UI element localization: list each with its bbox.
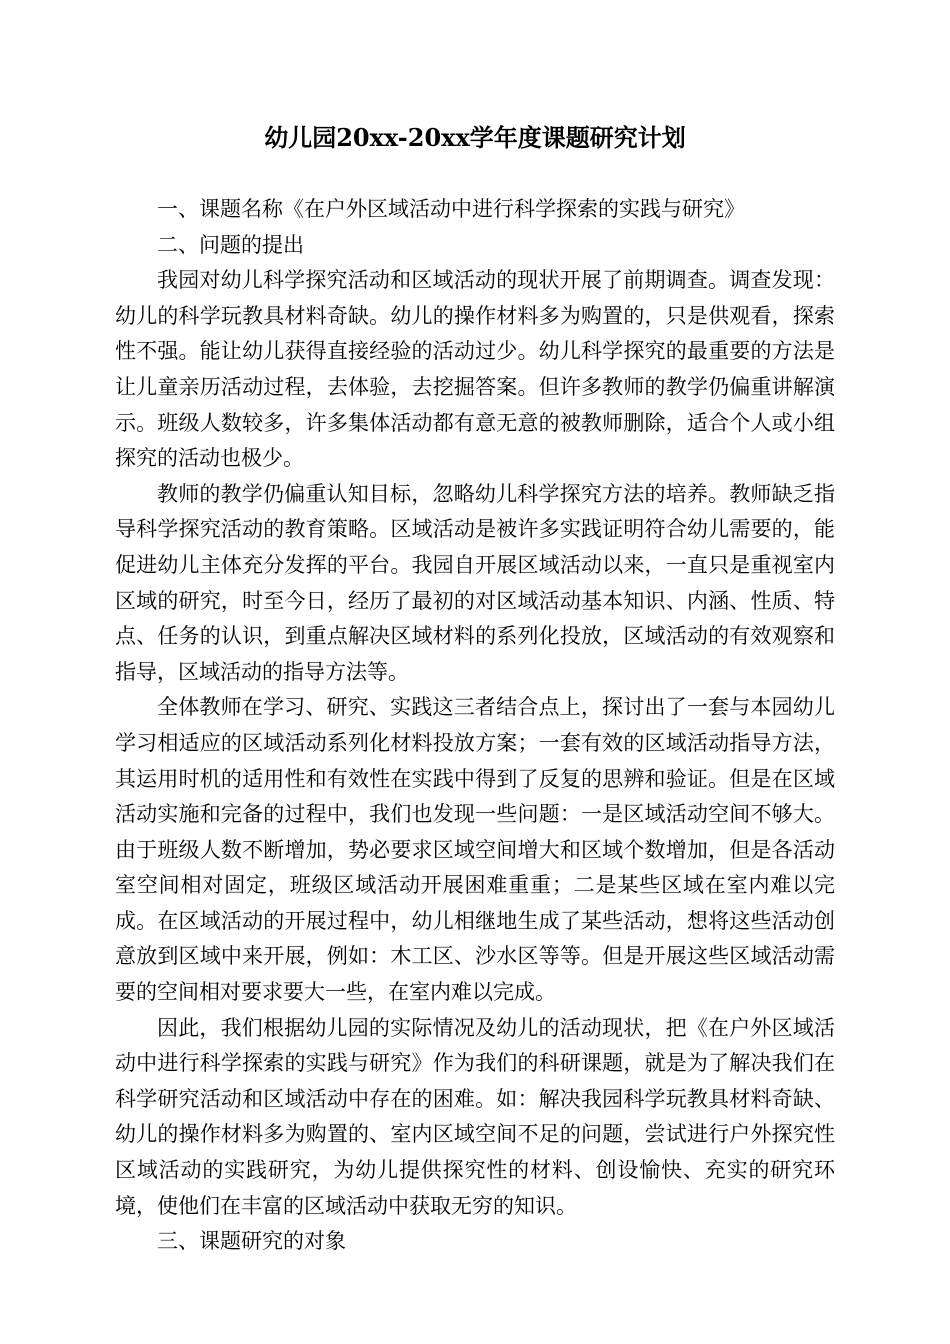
paragraph-conclusion: 因此，我们根据幼儿园的实际情况及幼儿的活动现状，把《在户外区域活动中进行科学探索的实践与研究》作为我们的科研课题，就是为了解决我们在科学研究活动和区域活动中存在的困难。如：解决我园科学玩教具材料奇缺、幼儿的操作材料多为购置的、室内区域空间不足的问题，尝试进行户外探究性区域活动的实践研究，为幼儿提供探究性的材料、创设愉快、充实的研究环境，使他们在丰富的区域活动中获取无穷的知识。 bbox=[115, 1015, 835, 1218]
document-title: 幼儿园20xx-20xx学年度课题研究计划 bbox=[264, 123, 686, 152]
section-heading-research-object: 三、课题研究的对象 bbox=[157, 1229, 346, 1254]
paragraph-survey: 我园对幼儿科学探究活动和区域活动的现状开展了前期调查。调查发现：幼儿的科学玩教具材料奇缺。幼儿的操作材料多为购置的，只是供观看，探索性不强。能让幼儿获得直接经验的活动过少。幼儿科学探究的最重要的方法是让儿童亲历活动过程，去体验，去挖掘答案。但许多教师的教学仍偏重讲解演示。班级人数较多，许多集体活动都有意无意的被教师删除，适合个人或小组探究的活动也极少。 bbox=[115, 268, 835, 471]
section-heading-problem: 二、问题的提出 bbox=[157, 232, 304, 257]
section-heading-topic-name: 一、课题名称《在户外区域活动中进行科学探索的实践与研究》 bbox=[157, 197, 745, 221]
paragraph-practice: 全体教师在学习、研究、实践这三者结合点上，探讨出了一套与本园幼儿学习相适应的区域活动系列化材料投放方案；一套有效的区域活动指导方法，其运用时机的适用性和有效性在实践中得到了反复的思辨和验证。但是在区域活动实施和完备的过程中，我们也发现一些问题：一是区域活动空间不够大。由于班级人数不断增加，势必要求区域空间增大和区域个数增加，但是各活动室空间相对固定，班级区域活动开展困难重重；二是某些区域在室内难以完成。在区域活动的开展过程中，幼儿相继地生成了某些活动，想将这些活动创意放到区域中来开展，例如：木工区、沙水区等等。但是开展这些区域活动需要的空间相对要求要大一些，在室内难以完成。 bbox=[115, 695, 835, 1005]
document-body bbox=[115, 192, 835, 1260]
paragraph-teaching: 教师的教学仍偏重认知目标，忽略幼儿科学探究方法的培养。教师缺乏指导科学探究活动的教育策略。区域活动是被许多实践证明符合幼儿需要的，能促进幼儿主体充分发挥的平台。我园自开展区域活动以来，一直只是重视室内区域的研究，时至今日，经历了最初的对区域活动基本知识、内涵、性质、特点、任务的认识，到重点解决区域材料的系列化投放，区域活动的有效观察和指导，区域活动的指导方法等。 bbox=[115, 481, 835, 684]
